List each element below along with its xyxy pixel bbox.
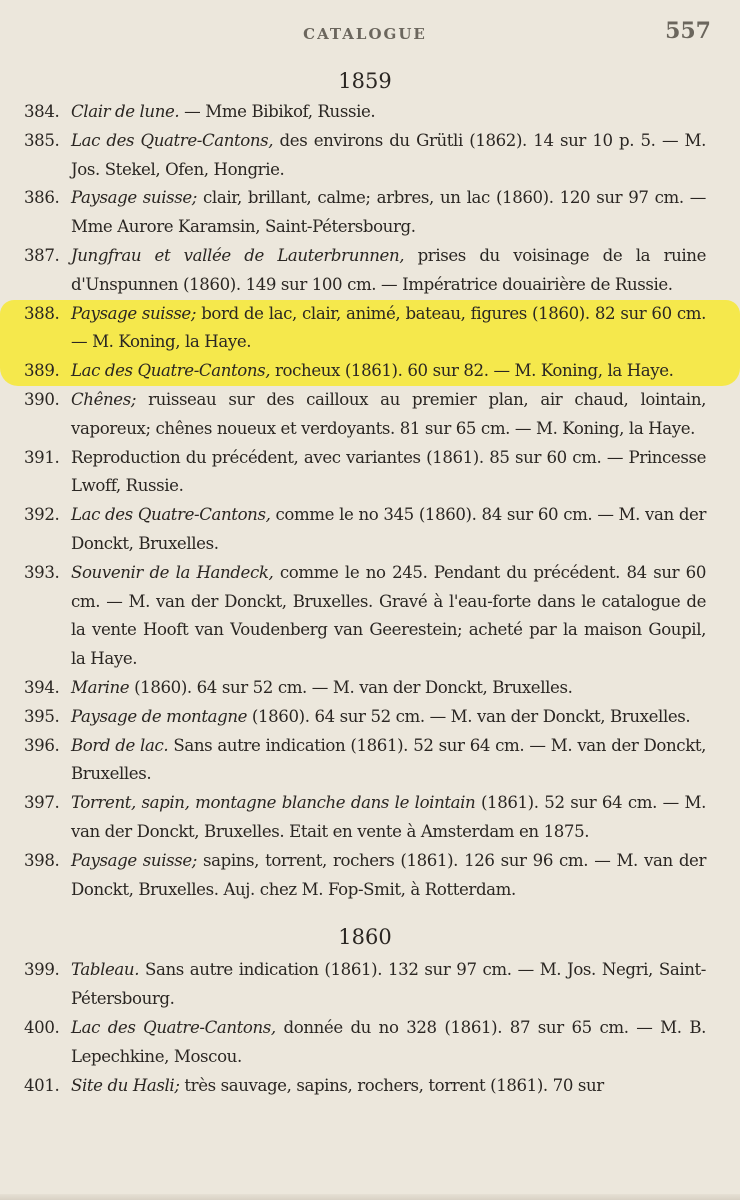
entry-title: Marine bbox=[71, 677, 130, 697]
catalogue-entry-388 bbox=[0, 300, 740, 358]
entry-title: Paysage suisse; bbox=[71, 850, 197, 870]
entry-title: Souvenir de la Handeck, bbox=[71, 562, 274, 582]
entry-number: 384. bbox=[24, 102, 60, 121]
catalogue-entry-392 bbox=[24, 501, 706, 559]
entry-title: Lac des Quatre-Cantons, bbox=[71, 130, 274, 150]
entry-number: 394. bbox=[24, 677, 60, 697]
catalogue-entry-393 bbox=[24, 559, 706, 674]
entry-text: bord de lac, clair, animé, bateau, figures (1860). 82 sur 60 cm. — M. Koning, la Haye. bbox=[71, 303, 706, 352]
catalogue-entry-389 bbox=[0, 357, 740, 386]
entry-number: 393. bbox=[24, 562, 60, 582]
entry-title: Paysage suisse; bbox=[71, 188, 197, 208]
entry-title: Chênes; bbox=[71, 389, 137, 409]
entry-number: 388. bbox=[24, 303, 60, 323]
entry-text: clair, brillant, calme; arbres, un lac (1860). 120 sur 97 cm. — Mme Aurore Karamsin, Saint-Pétersbourg. bbox=[71, 188, 706, 237]
entry-title: Site du Hasli; bbox=[71, 1075, 180, 1095]
catalogue-entry-391 bbox=[24, 444, 706, 502]
catalogue-entry-399 bbox=[24, 956, 706, 1014]
entry-text: Reproduction du précédent, avec variantes (1861). 85 sur 60 cm. — Princesse Lwoff, Russie. bbox=[71, 447, 706, 496]
running-head: CATALOGUE bbox=[303, 25, 427, 43]
entry-title: Clair de lune. bbox=[71, 102, 180, 121]
entry-number: 389. bbox=[24, 361, 60, 381]
page-header bbox=[24, 0, 711, 66]
catalogue-entry-401 bbox=[24, 1072, 706, 1101]
entry-text: Sans autre indication (1861). 52 sur 64 cm. — M. van der Donckt, Bruxelles. bbox=[71, 735, 706, 784]
catalogue-entry-394 bbox=[24, 674, 706, 703]
catalogue-entry-386 bbox=[24, 184, 706, 242]
entry-number: 395. bbox=[24, 706, 60, 726]
year-heading-1860: 1860 bbox=[338, 925, 392, 950]
catalogue-entry-396 bbox=[24, 732, 706, 790]
catalogue-entry-400 bbox=[24, 1014, 706, 1072]
entry-number: 397. bbox=[24, 793, 60, 813]
entry-title: Lac des Quatre-Cantons, bbox=[71, 505, 271, 525]
entry-number: 391. bbox=[24, 447, 60, 467]
page-number: 557 bbox=[665, 18, 711, 44]
entry-text: ruisseau sur des cailloux au premier plan, air chaud, lointain, vaporeux; chênes noueux et verdoyants. 81 sur 65 cm. — M. Koning, la Haye. bbox=[71, 389, 706, 438]
entry-number: 386. bbox=[24, 188, 60, 208]
catalogue-entry-387 bbox=[24, 242, 706, 300]
catalogue-entry-384 bbox=[24, 98, 706, 127]
entry-text: prises du voisinage de la ruine d'Unspunnen (1860). 149 sur 100 cm. — Impératrice douairière de Russie. bbox=[71, 245, 706, 294]
entry-text: (1860). 64 sur 52 cm. — M. van der Donckt, Bruxelles. bbox=[247, 706, 691, 726]
year-heading-1859: 1859 bbox=[338, 69, 392, 93]
entry-text: (1860). 64 sur 52 cm. — M. van der Donckt, Bruxelles. bbox=[129, 677, 573, 697]
entry-title: Lac des Quatre-Cantons, bbox=[71, 361, 271, 381]
entry-number: 392. bbox=[24, 505, 60, 525]
entry-number: 390. bbox=[24, 389, 60, 409]
entry-text: Sans autre indication (1861). 132 sur 97 cm. — M. Jos. Negri, Saint-Pétersbourg. bbox=[71, 960, 706, 1009]
entry-number: 400. bbox=[24, 1017, 60, 1037]
entry-title: Tableau. bbox=[71, 960, 140, 980]
catalogue-entry-395 bbox=[24, 703, 706, 732]
catalogue-entry-385 bbox=[24, 127, 706, 185]
entry-text: sapins, torrent, rochers (1861). 126 sur 96 cm. — M. van der Donckt, Bruxelles. Auj. chez M. Fop-Smit, à Rotterdam. bbox=[71, 850, 706, 899]
entry-number: 398. bbox=[24, 850, 60, 870]
entry-text: rocheux (1861). 60 sur 82. — M. Koning, la Haye. bbox=[270, 361, 674, 381]
entry-title: Paysage suisse; bbox=[71, 303, 197, 323]
entry-title: Bord de lac. bbox=[71, 735, 169, 755]
entry-number: 399. bbox=[24, 960, 60, 980]
entry-title: Jungfrau et vallée de Lauterbrunnen, bbox=[71, 245, 405, 265]
catalogue-entry-397 bbox=[24, 789, 706, 847]
entry-text: donnée du no 328 (1861). 87 sur 65 cm. — M. B. Lepechkine, Moscou. bbox=[71, 1017, 707, 1066]
entry-title: Lac des Quatre-Cantons, bbox=[71, 1017, 276, 1037]
entry-number: 387. bbox=[24, 245, 60, 265]
entry-text: très sauvage, sapins, rochers, torrent (1861). 70 sur bbox=[179, 1075, 604, 1095]
entry-number: 401. bbox=[24, 1075, 60, 1095]
page-bottom-edge bbox=[0, 1194, 740, 1200]
entry-text: comme le no 345 (1860). 84 sur 60 cm. — M. van der Donckt, Bruxelles. bbox=[71, 505, 707, 553]
entry-title: Paysage de montagne bbox=[71, 706, 248, 726]
catalogue-entry-390 bbox=[24, 386, 706, 444]
entry-text: — Mme Bibikof, Russie. bbox=[179, 102, 376, 121]
catalogue-entry-398 bbox=[24, 847, 706, 905]
entry-number: 385. bbox=[24, 130, 60, 150]
entry-text: des environs du Grütli (1862). 14 sur 10 p. 5. — M. Jos. Stekel, Ofen, Hongrie. bbox=[71, 130, 706, 179]
entry-text: comme le no 245. Pendant du précédent. 84 sur 60 cm. — M. van der Donckt, Bruxelles. Gravé à l'eau-forte dans le catalogue de la vente Hooft van Voudenberg van Geerestein; acheté par la maison Goupil, la Haye. bbox=[71, 562, 706, 669]
entry-text: (1861). 52 sur 64 cm. — M. van der Donckt, Bruxelles. Etait en vente à Amsterdam en 1875. bbox=[71, 793, 706, 841]
entry-number: 396. bbox=[24, 735, 60, 755]
entry-title: Torrent, sapin, montagne blanche dans le lointain bbox=[71, 793, 476, 813]
